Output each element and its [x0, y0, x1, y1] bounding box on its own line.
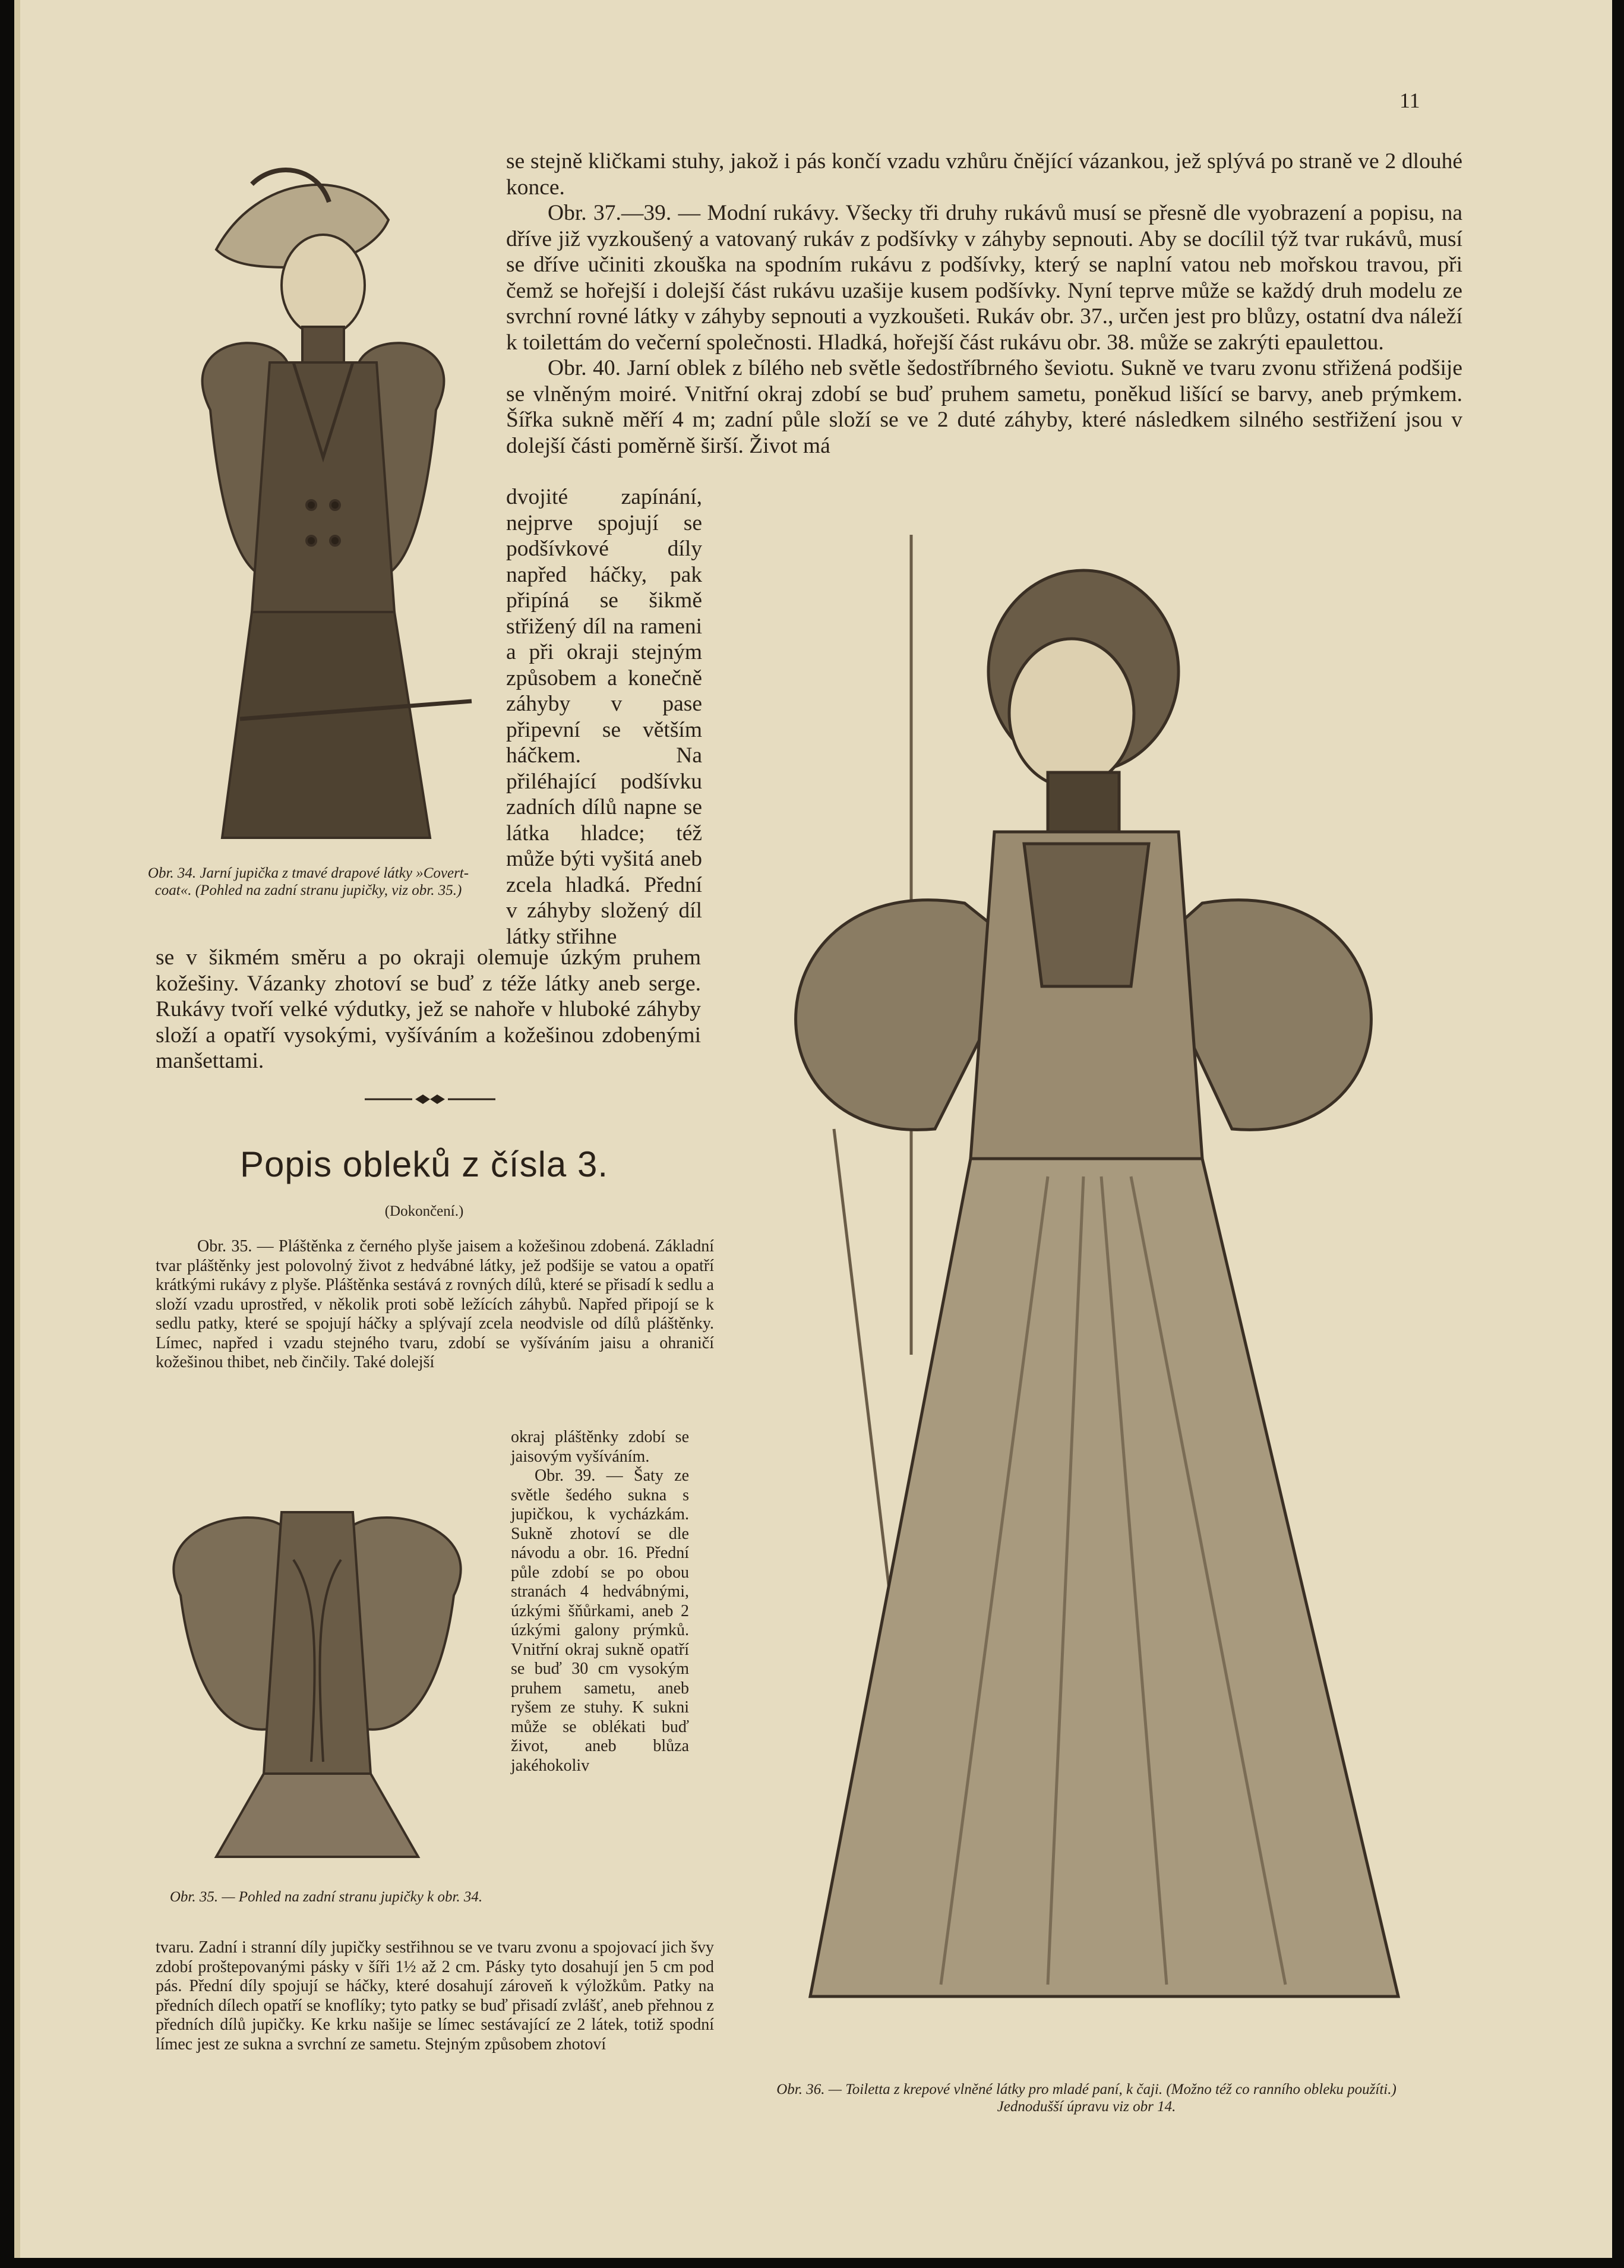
obr35-illustration [139, 1477, 495, 1881]
obr34-illustration [151, 149, 495, 850]
left-continuation-block [156, 945, 701, 1074]
obr35-paragraph: Obr. 35. — Pláštěnka z černého plyše jaisem a kožešinou zdobená. Základní tvar pláštěnky jest polovolný život z hedvábné látky, jež podšije se vatou a opatří krátkými rukávy z plyše. Pláštěnka sestává z rovných dílů, které se přisadí k sedlu a složí vzadu uprostřed, v několik proti sobě ležících záhybů. Napřed připojí se k sedlu patky, které se spojují háčky a splývají zcela neodvisle od dílů pláštěnky. Límec, napřed i vzadu stejného tvaru, zdobí se vyšíváním jaisu a ohraničí kožešinou thibet, neb činčily. Také dolejší [156, 1237, 714, 1371]
section-title: Popis obleků z čísla 3. [240, 1144, 608, 1184]
obr35-continuation: okraj pláštěnky zdobí se jaisovým vyšíváním. [511, 1428, 689, 1466]
fashion-illustration-woman-toilette-icon [796, 535, 1398, 1996]
obr39-paragraph: Obr. 39. — Šaty ze světle šedého sukna s jupičkou, k vycházkám. Sukně zhotoví se dle návodu a obr. 16. Přední půle zdobí se po obou stranách 4 hedvábnými, úzkými šňůrkami, aneb 2 úzkými galony prýmků. Vnitřní okraj sukně opatří se buď 30 cm vysokým pruhem sametu, aneb ryšem ze stuhy. K sukni může se oblékati buď život, aneb blůza jakéhokoliv [511, 1466, 689, 1775]
bottom-text-block [156, 1938, 714, 2054]
obr35-obr39-column [511, 1428, 689, 1775]
left-continuation-paragraph: se v šikmém směru a po okraji olemuje úzkým pruhem kožešiny. Vázanky zhotoví se buď z téže látky aneb serge. Rukávy tvoří velké výdutky, jež se nahoře v hluboké záhyby složí a opatří vysokými, vyšíváním a kožešinou zdobenými manšettami. [156, 945, 701, 1073]
top-paragraph-3: Obr. 40. Jarní oblek z bílého neb světle šedostříbrného ševiotu. Sukně ve tvaru zvonu střižená podšije se vlněným moiré. Vnitřní okraj zdobí se buď pruhem sametu, poněkud lišící se barvy, aneb prýmkem. Šířka sukně měří 4 m; zadní půle složí se ve 2 duté záhyby, které následkem silného sestřižení jsou v dolejší části poměrně širší. Život má [506, 356, 1462, 458]
top-paragraph-2: Obr. 37.—39. — Modní rukávy. Všecky tři druhy rukávů musí se přesně dle vyobrazení a popisu, na dříve již vyzkoušený a vatovaný rukáv z podšívky v záhyby sepnouti. Aby se docílil týž tvar rukávů, musí se dříve učiniti zkouška na spodním rukávu z podšívky, který se naplní vatou neb mořskou travou, při čemž se hořejší i dolejší část rukávu uzašije kusem podšívky. Nyní teprve může se každý druh modelu ze svrchní rovné látky v záhyby sepnouti a vyzkoušeti. Rukáv obr. 37., určen jest pro blůzy, ostatní dva náleží k toilettám do večerní společnosti. Hladká, hořejší část rukávu obr. 38. může se zakrýti epaulettou. [506, 201, 1462, 355]
scanned-page [14, 0, 1612, 2258]
fashion-illustration-jacket-back-icon [173, 1512, 460, 1857]
top-paragraph-1: se stejně kličkami stuhy, jakož i pás končí vzadu vzhůru čnějící vázankou, jež splývá po straně ve 2 dlouhé konce. [506, 149, 1462, 200]
divider-ornament-icon [365, 1092, 495, 1106]
bottom-paragraph: tvaru. Zadní i stranní díly jupičky sestřihnou se ve tvaru zvonu a spojovací jich švy zdobí proštepovanými pásky v šíři 1½ až 2 cm. Pásky tyto dosahují jen 5 cm pod pás. Přední díly spojují se háčky, které dosahují zároveň k výložkům. Patky na předních dílech opatří se knoflíky; tyto patky se buď přisadí zvlášť, aneb přehnou z předních dílů jupičky. Ke krku našije se límec sestávající ze 2 látek, totiž spodní límec jest ze sukna a svrchní ze sametu. Stejným způsobem zhotoví [156, 1938, 714, 2053]
top-text-block [506, 149, 1462, 459]
obr36-caption: Obr. 36. — Toiletta z krepové vlněné látky pro mladé paní, k čaji. (Možno též co ranního obleku použíti.) Jednodušší úpravu viz obr 14. [776, 2081, 1396, 2115]
narrow-text-column [506, 484, 702, 950]
section-subtitle: (Dokončení.) [384, 1203, 464, 1219]
page-number: 11 [1399, 89, 1420, 112]
obr35-caption: Obr. 35. — Pohled na zadní stranu jupičky k obr. 34. [169, 1889, 483, 1905]
fashion-illustration-woman-jacket-icon [203, 170, 472, 838]
narrow-paragraph: dvojité zapínání, nejprve spojují se podšívkové díly napřed háčky, pak připíná se šikmě střižený díl na rameni a při okraji stejným způsobem a konečně záhyby v pase připevní se větším háčkem. Na přiléhající podšívku zadních dílů napne se látka hladce; též může býti vyšitá aneb zcela hladká. Přední v záhyby složený díl látky střihne [506, 485, 702, 949]
obr36-illustration [715, 535, 1464, 2032]
obr34-caption: Obr. 34. Jarní jupička z tmavé drapové látky »Covert-coat«. (Pohled na zadní stranu jupičky, viz obr. 35.) [147, 865, 469, 898]
obr35-text-block [156, 1237, 714, 1373]
